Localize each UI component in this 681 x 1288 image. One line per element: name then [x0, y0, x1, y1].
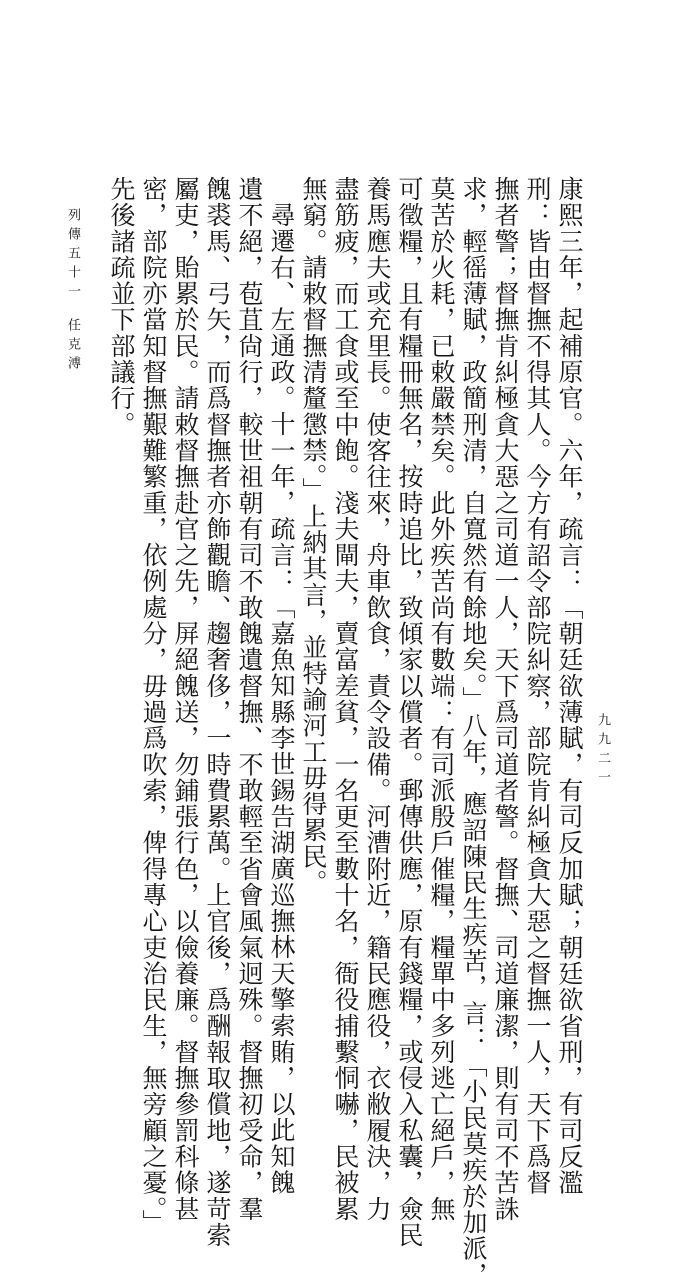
text-column: 先後諸疏並下部議行。	[107, 176, 136, 438]
text-column: 莫苦於火耗，已敕嚴禁矣。此外疾苦尚有數端：有司派殷戶催糧，糧單中多列逃亡絕戶，無	[427, 176, 456, 1222]
text-column: 養馬應夫或充里長。使客往來，舟車飲食，責令設備。河漕附近，籍民應役，衣敝履決，力	[363, 176, 392, 1222]
running-header-person: 任克溥	[65, 318, 80, 375]
text-column: 密，部院亦當知督撫艱難繁重，依例處分，毋過爲吹索，俾得專心吏治民生，無旁顧之憂。」	[139, 176, 168, 1236]
text-column: 餽裘馬、弓矢，而爲督撫者亦飾觀瞻、趨奢侈，一時費累萬。上官後，爲酬報取償地，遂苛索	[203, 176, 232, 1249]
text-column: 尋遷右、左通政。十一年，疏言：「嘉魚知縣李世錫告湖廣巡撫林天擎索賄，以此知餽	[267, 202, 296, 1196]
text-column: 刑：皆由督撫不得其人。今方有詔令部院糾察，部院肯糾極貪大惡之督撫一人，天下爲督	[523, 176, 552, 1196]
text-column: 求，輕徭薄賦，政簡刑清，自寬然有餘地矣。」八年，應詔陳民生疾苦，言：「小民莫疾於加派，	[459, 176, 488, 1288]
running-header-book: 列傳五十一	[65, 208, 80, 303]
page-number: 九九二一	[595, 713, 610, 789]
text-column: 屬吏，貽累於民。請敕督撫赴官之先，屏絕餽送，勿鋪張行色，以儉養廉。督撫參罰科條甚	[171, 176, 200, 1222]
text-column: 盡筋疲，而工食或至中飽。淺夫閘夫，賣富差貧，一名更至數十名，衙役捕繫恫嚇，民被累	[331, 176, 360, 1222]
text-column: 可徵糧，且有糧冊無名，按時追比，致傾家以償者。郵傳供應，原有錢糧，或侵入私囊，僉民	[395, 176, 424, 1249]
text-column: 遺不絕，苞苴尙行，較世祖朝有司不敢餽遺督撫、不敢輕至省會風氣迥殊。督撫初受命，羣	[235, 176, 264, 1222]
text-column: 康熙三年，起補原官。六年，疏言：「朝廷欲薄賦，有司反加賦；朝廷欲省刑，有司反濫	[555, 176, 584, 1196]
text-column: 無窮。請敕督撫清釐懲禁。」上納其言，並特諭河工毋得累民。	[299, 176, 328, 896]
text-column: 撫者警；督撫肯糾極貪大惡之司道一人，天下爲司道者警。督撫、司道廉潔，則有司不苦誅	[491, 176, 520, 1222]
